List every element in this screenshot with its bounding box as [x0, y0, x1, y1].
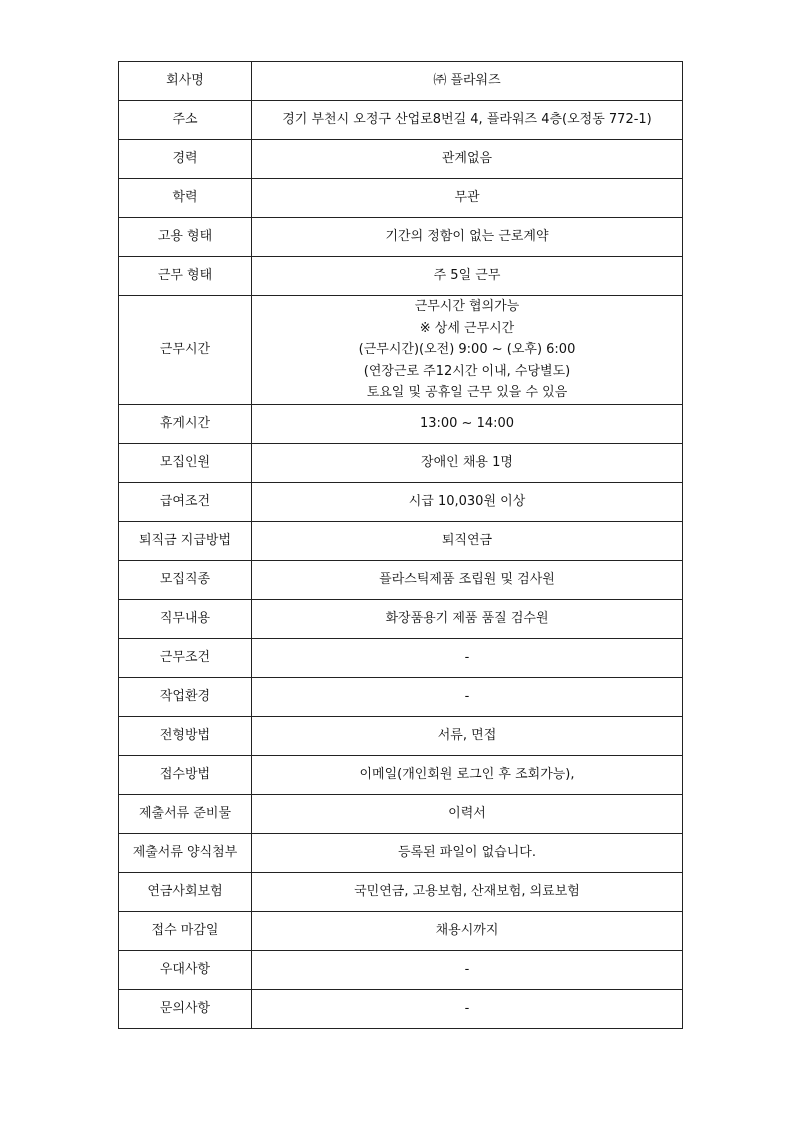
- row-label: 연금사회보험: [119, 873, 252, 912]
- row-label: 근무시간: [119, 296, 252, 405]
- row-label: 접수방법: [119, 756, 252, 795]
- row-label: 우대사항: [119, 951, 252, 990]
- table-row: [119, 218, 683, 257]
- row-label: 주소: [119, 101, 252, 140]
- row-value: 시급 10,030원 이상: [252, 483, 683, 522]
- table-row: [119, 444, 683, 483]
- row-label: 학력: [119, 179, 252, 218]
- table-row: [119, 600, 683, 639]
- table-row: [119, 296, 683, 405]
- row-value: 퇴직연금: [252, 522, 683, 561]
- row-value: 서류, 면접: [252, 717, 683, 756]
- row-label: 제출서류 준비물: [119, 795, 252, 834]
- row-value: -: [252, 639, 683, 678]
- row-label: 회사명: [119, 62, 252, 101]
- table-row: [119, 140, 683, 179]
- table-row: [119, 756, 683, 795]
- table-row: [119, 678, 683, 717]
- row-value: 주 5일 근무: [252, 257, 683, 296]
- row-value: 기간의 정함이 없는 근로계약: [252, 218, 683, 257]
- row-value: 장애인 채용 1명: [252, 444, 683, 483]
- job-posting-table: [118, 61, 683, 1029]
- work-hours-line: (연장근로 주12시간 이내, 수당별도): [363, 363, 571, 379]
- table-row: [119, 561, 683, 600]
- work-hours-line: (근무시간)(오전) 9:00 ~ (오후) 6:00: [358, 342, 576, 358]
- row-label: 문의사항: [119, 990, 252, 1029]
- work-hours-line: ※ 상세 근무시간: [419, 320, 515, 336]
- row-label: 근무조건: [119, 639, 252, 678]
- row-value: 무관: [252, 179, 683, 218]
- row-value: -: [252, 951, 683, 990]
- row-value: -: [252, 678, 683, 717]
- row-value: 이력서: [252, 795, 683, 834]
- row-value: -: [252, 990, 683, 1029]
- table-row: [119, 873, 683, 912]
- row-value: 채용시까지: [252, 912, 683, 951]
- row-label: 직무내용: [119, 600, 252, 639]
- row-value: 이메일(개인회원 로그인 후 조회가능),: [252, 756, 683, 795]
- row-label: 제출서류 양식첨부: [119, 834, 252, 873]
- table-row: [119, 483, 683, 522]
- row-label: 고용 형태: [119, 218, 252, 257]
- work-hours-line: 근무시간 협의가능: [414, 299, 520, 315]
- table-row: [119, 717, 683, 756]
- row-value: 관계없음: [252, 140, 683, 179]
- row-value: 등록된 파일이 없습니다.: [252, 834, 683, 873]
- table-row: [119, 257, 683, 296]
- row-label: 전형방법: [119, 717, 252, 756]
- row-value: 플라스틱제품 조립원 및 검사원: [252, 561, 683, 600]
- table-row: [119, 101, 683, 140]
- table-row: [119, 912, 683, 951]
- row-label: 경력: [119, 140, 252, 179]
- work-hours-line: 토요일 및 공휴일 근무 있을 수 있음: [366, 385, 568, 401]
- table-row: [119, 639, 683, 678]
- table-row: [119, 951, 683, 990]
- row-label: 근무 형태: [119, 257, 252, 296]
- row-value: 화장품용기 제품 품질 검수원: [252, 600, 683, 639]
- row-value: ㈜ 플라워즈: [252, 62, 683, 101]
- row-label: 휴게시간: [119, 405, 252, 444]
- row-value: 국민연금, 고용보험, 산재보험, 의료보험: [252, 873, 683, 912]
- table-row: [119, 795, 683, 834]
- row-label: 모집직종: [119, 561, 252, 600]
- work-hours-detail: [252, 296, 683, 405]
- row-label: 작업환경: [119, 678, 252, 717]
- row-label: 급여조건: [119, 483, 252, 522]
- row-label: 퇴직금 지급방법: [119, 522, 252, 561]
- table-row: [119, 834, 683, 873]
- row-value: 13:00 ~ 14:00: [252, 405, 683, 444]
- table-row: [119, 522, 683, 561]
- row-label: 접수 마감일: [119, 912, 252, 951]
- table-row: [119, 179, 683, 218]
- table-row: [119, 62, 683, 101]
- table-row: [119, 405, 683, 444]
- row-label: 모집인원: [119, 444, 252, 483]
- table-row: [119, 990, 683, 1029]
- row-value: 경기 부천시 오정구 산업로8번길 4, 플라워즈 4층(오정동 772-1): [252, 101, 683, 140]
